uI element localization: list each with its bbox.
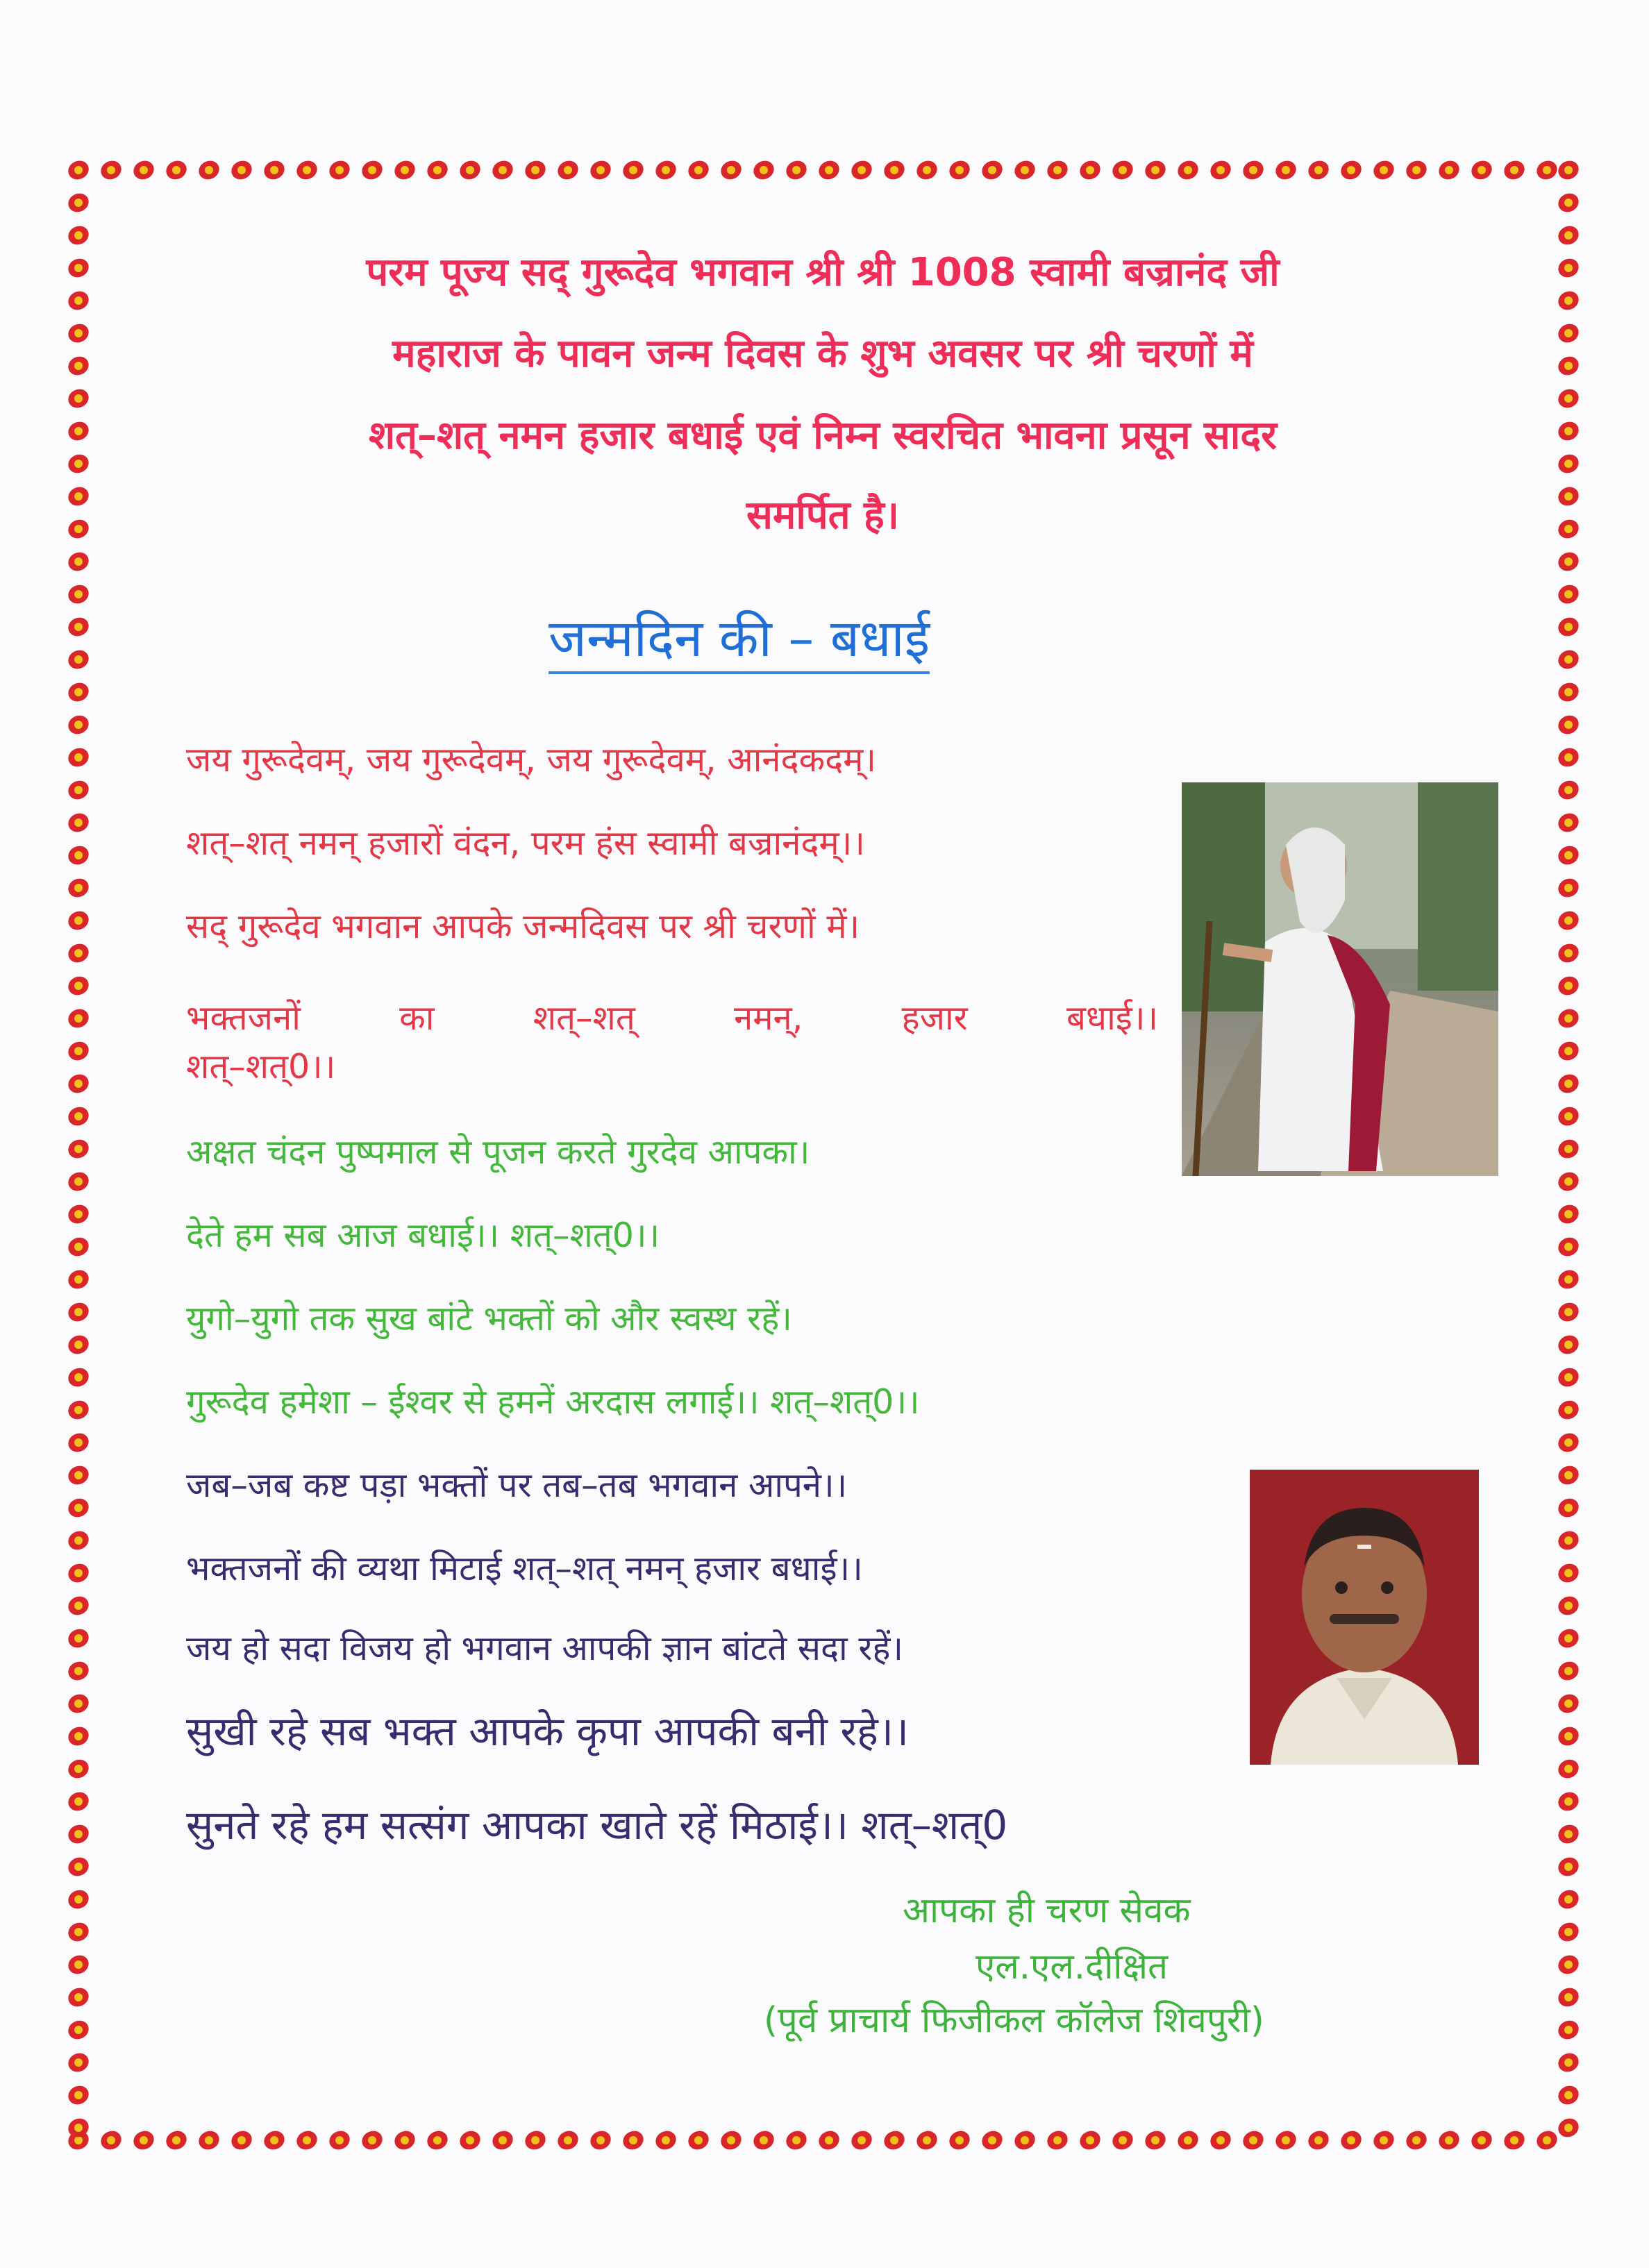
flower-motif — [1555, 1920, 1582, 1944]
flower-motif — [1110, 158, 1136, 183]
poem-word: शत्–शत् — [533, 998, 635, 1038]
poem-line: जय हो सदा विजय हो भगवान आपकी ज्ञान बांटते सदा रहें। — [186, 1629, 903, 1668]
flower-motif — [65, 1756, 92, 1781]
poem-line: जब–जब कष्ट पड़ा भक्तों पर तब–तब भगवान आपने।। — [186, 1465, 848, 1505]
flower-motif — [1555, 745, 1582, 770]
flower-motif — [914, 2128, 940, 2153]
poem-word: बधाई।। — [1066, 998, 1158, 1038]
signature-closing: आपका ही चरण सेवक — [903, 1890, 1191, 1931]
flower-border-right — [1554, 156, 1583, 2155]
flower-motif — [1240, 158, 1266, 183]
flower-motif — [65, 1952, 92, 1977]
flower-motif — [65, 647, 92, 672]
flower-motif — [685, 158, 712, 183]
flower-motif — [65, 1039, 92, 1064]
flower-motif — [914, 158, 940, 183]
flower-motif — [1555, 223, 1582, 248]
flower-motif — [131, 2128, 157, 2153]
flower-motif — [1175, 158, 1201, 183]
flower-motif — [1555, 353, 1582, 378]
flower-motif — [1555, 1071, 1582, 1096]
flower-motif — [653, 158, 679, 183]
flower-motif — [1555, 386, 1582, 411]
flower-motif — [98, 2128, 124, 2153]
flower-motif — [1555, 1463, 1582, 1488]
flower-motif — [326, 158, 353, 183]
poem-line: युगो–युगो तक सुख बांटे भक्तों को और स्वस्थ रहें। — [186, 1299, 792, 1338]
flower-motif — [1555, 843, 1582, 868]
poem-line: सद् गुरूदेव भगवान आपके जन्मदिवस पर श्री चरणों में। — [186, 907, 860, 946]
flower-motif — [65, 1267, 92, 1292]
flower-motif — [1555, 1658, 1582, 1683]
flower-motif — [65, 1202, 92, 1227]
intro-line-4: समर्पित है। — [746, 493, 900, 538]
flower-motif — [65, 1463, 92, 1488]
intro-line-2: महाराज के पावन जन्म दिवस के शुभ अवसर पर श्री चरणों में — [392, 331, 1253, 376]
flower-motif — [1555, 1593, 1582, 1618]
flower-motif — [261, 158, 287, 183]
poem-line: गुरूदेव हमेशा – ईश्वर से हमनें अरदास लगाई।। शत्–शत्0।। — [186, 1382, 920, 1422]
flower-motif — [65, 255, 92, 280]
flower-motif — [65, 451, 92, 476]
flower-motif — [1555, 484, 1582, 509]
flower-motif — [65, 158, 92, 183]
flower-motif — [1555, 778, 1582, 803]
flower-motif — [718, 2128, 744, 2153]
flower-motif — [1555, 516, 1582, 541]
flower-border-top — [64, 156, 1583, 185]
flower-motif — [1555, 1854, 1582, 1879]
flower-motif — [1305, 158, 1332, 183]
flower-motif — [1555, 973, 1582, 998]
flower-motif — [1555, 1136, 1582, 1161]
flower-motif — [65, 223, 92, 248]
devotee-photo — [1250, 1470, 1479, 1765]
poem-line: अक्षत चंदन पुष्पमाल से पूजन करते गुरदेव आपका। — [186, 1132, 810, 1172]
flower-motif — [1501, 2128, 1527, 2153]
flower-motif — [979, 2128, 1005, 2153]
flower-motif — [65, 353, 92, 378]
flower-motif — [65, 941, 92, 966]
flower-motif — [65, 1136, 92, 1161]
flower-motif — [1555, 712, 1582, 737]
flower-motif — [65, 288, 92, 313]
intro-line-1: परम पूज्य सद् गुरूदेव भगवान श्री श्री 1008 स्वामी बज्रानंद जी — [366, 250, 1280, 295]
flower-motif — [65, 843, 92, 868]
flower-motif — [1555, 941, 1582, 966]
flower-motif — [1555, 614, 1582, 639]
flower-motif — [457, 158, 483, 183]
flower-motif — [1273, 158, 1299, 183]
flower-motif — [783, 158, 810, 183]
flower-motif — [294, 2128, 320, 2153]
flower-motif — [65, 484, 92, 509]
flower-motif — [392, 2128, 418, 2153]
flower-motif — [783, 2128, 810, 2153]
flower-motif — [65, 1397, 92, 1422]
flower-motif — [65, 321, 92, 346]
flower-motif — [65, 908, 92, 933]
flower-motif — [1555, 1626, 1582, 1651]
flower-motif — [848, 158, 875, 183]
flower-motif — [1555, 549, 1582, 574]
flower-motif — [196, 158, 222, 183]
flower-motif — [1175, 2128, 1201, 2153]
poem-line: सुनते रहे हम सत्संग आपका खाते रहें मिठाई।। शत्–शत्0 — [186, 1801, 1008, 1849]
flower-border-left — [64, 156, 93, 2155]
intro-line-3: शत्–शत् नमन हजार बधाई एवं निम्न स्वरचित भावना प्रसून सादर — [368, 413, 1278, 458]
flower-motif — [457, 2128, 483, 2153]
flower-motif — [65, 190, 92, 215]
flower-motif — [65, 1985, 92, 2010]
flower-motif — [65, 614, 92, 639]
flower-motif — [946, 2128, 973, 2153]
flower-motif — [65, 1169, 92, 1194]
flower-motif — [881, 2128, 907, 2153]
poem-word: नमन्, — [734, 998, 803, 1038]
flower-motif — [1555, 321, 1582, 346]
flower-motif — [620, 2128, 646, 2153]
flower-motif — [65, 1104, 92, 1129]
flower-motif — [196, 2128, 222, 2153]
flower-motif — [1555, 1104, 1582, 1129]
flower-motif — [816, 2128, 842, 2153]
flower-motif — [65, 875, 92, 900]
flower-motif — [1555, 875, 1582, 900]
flower-motif — [163, 2128, 190, 2153]
flower-motif — [163, 158, 190, 183]
flower-motif — [65, 1365, 92, 1390]
flower-motif — [555, 158, 581, 183]
flower-motif — [359, 2128, 385, 2153]
flower-motif — [751, 2128, 777, 2153]
flower-motif — [946, 158, 973, 183]
flower-motif — [1555, 810, 1582, 835]
flower-motif — [1207, 2128, 1234, 2153]
flower-motif — [1555, 288, 1582, 313]
flower-motif — [65, 1495, 92, 1520]
flower-motif — [65, 1920, 92, 1944]
flower-motif — [1142, 2128, 1169, 2153]
flower-motif — [1012, 2128, 1038, 2153]
flower-motif — [1555, 2050, 1582, 2075]
flower-motif — [522, 2128, 549, 2153]
flower-motif — [489, 2128, 516, 2153]
flower-motif — [65, 1626, 92, 1651]
flower-motif — [228, 2128, 255, 2153]
flower-motif — [1240, 2128, 1266, 2153]
flower-motif — [522, 158, 549, 183]
flower-motif — [1207, 158, 1234, 183]
flower-motif — [65, 1691, 92, 1716]
flower-motif — [620, 158, 646, 183]
flower-motif — [65, 712, 92, 737]
flower-motif — [65, 1234, 92, 1259]
flower-motif — [65, 1724, 92, 1749]
poem-line: सुखी रहे सब भक्त आपके कृपा आपकी बनी रहे।। — [186, 1708, 909, 1755]
signature-name: एल.एल.दीक्षित — [976, 1947, 1169, 1988]
flower-motif — [1403, 158, 1430, 183]
flower-motif — [1555, 1039, 1582, 1064]
guru-photo — [1182, 782, 1498, 1176]
flower-motif — [1555, 1300, 1582, 1325]
flower-motif — [1436, 158, 1462, 183]
flower-motif — [1555, 1822, 1582, 1847]
poem-line-justified — [186, 994, 1158, 1040]
flower-motif — [1555, 1887, 1582, 1912]
flower-motif — [1077, 158, 1103, 183]
flower-motif — [489, 158, 516, 183]
flower-motif — [65, 1854, 92, 1879]
flower-motif — [65, 1332, 92, 1357]
flower-motif — [1555, 1169, 1582, 1194]
flower-motif — [65, 1593, 92, 1618]
flower-motif — [1555, 1006, 1582, 1031]
flower-motif — [98, 158, 124, 183]
flower-motif — [1555, 1561, 1582, 1586]
flower-motif — [1555, 1952, 1582, 1977]
flower-motif — [1555, 1985, 1582, 2010]
poem-line: जय गुरूदेवम्, जय गुरूदेवम्, जय गुरूदेवम्, आनंदकदम्। — [186, 740, 877, 780]
flower-motif — [65, 1887, 92, 1912]
flower-motif — [1555, 1528, 1582, 1553]
flower-motif — [1044, 158, 1071, 183]
poem-word: भक्तजनों — [186, 998, 301, 1038]
poem-line: शत्–शत् नमन् हजारों वंदन, परम हंस स्वामी बज्रानंदम्।। — [186, 823, 865, 863]
flower-motif — [1555, 2115, 1582, 2140]
flower-motif — [1077, 2128, 1103, 2153]
flower-motif — [1338, 158, 1364, 183]
flower-motif — [65, 582, 92, 607]
flower-motif — [979, 158, 1005, 183]
flower-motif — [261, 2128, 287, 2153]
flower-motif — [65, 1430, 92, 1455]
flower-motif — [1555, 1789, 1582, 1814]
flower-motif — [1338, 2128, 1364, 2153]
flower-motif — [424, 2128, 451, 2153]
flower-motif — [1403, 2128, 1430, 2153]
flower-motif — [65, 1561, 92, 1586]
flower-motif — [65, 2115, 92, 2140]
flower-motif — [1555, 451, 1582, 476]
flower-motif — [1555, 1495, 1582, 1520]
flower-motif — [1555, 1234, 1582, 1259]
flower-border-bottom — [64, 2126, 1583, 2155]
flower-motif — [65, 386, 92, 411]
flower-motif — [1555, 647, 1582, 672]
flower-motif — [65, 1822, 92, 1847]
flower-motif — [65, 1300, 92, 1325]
flower-motif — [1555, 190, 1582, 215]
flower-motif — [1555, 419, 1582, 444]
flower-motif — [1555, 1365, 1582, 1390]
flower-motif — [1501, 158, 1527, 183]
flower-motif — [65, 973, 92, 998]
flower-motif — [65, 2017, 92, 2042]
flower-motif — [65, 778, 92, 803]
flower-motif — [294, 158, 320, 183]
flower-motif — [1371, 2128, 1397, 2153]
flower-motif — [555, 2128, 581, 2153]
flower-motif — [1555, 1267, 1582, 1292]
flower-motif — [326, 2128, 353, 2153]
flower-motif — [1555, 908, 1582, 933]
flower-motif — [816, 158, 842, 183]
flower-motif — [1555, 1756, 1582, 1781]
page-title: जन्मदिन की – बधाई — [549, 611, 930, 674]
flower-motif — [131, 158, 157, 183]
flower-motif — [587, 2128, 614, 2153]
flower-motif — [65, 516, 92, 541]
flower-motif — [718, 158, 744, 183]
flower-motif — [65, 1071, 92, 1096]
flower-motif — [1555, 582, 1582, 607]
flower-motif — [65, 1006, 92, 1031]
poem-word: का — [399, 998, 435, 1038]
flower-motif — [1555, 255, 1582, 280]
poem-line: भक्तजनों की व्यथा मिटाई शत्–शत् नमन् हजार बधाई।। — [186, 1549, 863, 1588]
flower-motif — [1305, 2128, 1332, 2153]
flower-motif — [1273, 2128, 1299, 2153]
flower-motif — [65, 1528, 92, 1553]
poem-line: देते हम सब आज बधाई।। शत्–शत्0।। — [186, 1216, 660, 1255]
flower-motif — [65, 1658, 92, 1683]
flower-motif — [1555, 680, 1582, 705]
flower-motif — [587, 158, 614, 183]
flower-motif — [65, 810, 92, 835]
flower-motif — [1555, 1397, 1582, 1422]
flower-motif — [65, 2083, 92, 2108]
flower-motif — [1555, 1332, 1582, 1357]
flower-motif — [685, 2128, 712, 2153]
flower-motif — [1555, 2017, 1582, 2042]
flower-motif — [359, 158, 385, 183]
flower-motif — [65, 680, 92, 705]
flower-motif — [1436, 2128, 1462, 2153]
flower-motif — [848, 2128, 875, 2153]
flower-motif — [1555, 2083, 1582, 2108]
flower-motif — [881, 158, 907, 183]
flower-motif — [751, 158, 777, 183]
flower-motif — [1555, 1202, 1582, 1227]
flower-motif — [1468, 158, 1495, 183]
poem-refrain: शत्–शत्0।। — [186, 1047, 336, 1086]
flower-motif — [1142, 158, 1169, 183]
flower-motif — [1555, 1724, 1582, 1749]
flower-motif — [1555, 158, 1582, 183]
flower-motif — [1468, 2128, 1495, 2153]
flower-motif — [1110, 2128, 1136, 2153]
flower-motif — [1044, 2128, 1071, 2153]
signature-designation: (पूर्व प्राचार्य फिजीकल कॉलेज शिवपुरी) — [764, 2000, 1264, 2041]
flower-motif — [424, 158, 451, 183]
flower-motif — [65, 1789, 92, 1814]
flower-motif — [1371, 158, 1397, 183]
flower-motif — [228, 158, 255, 183]
flower-motif — [65, 2050, 92, 2075]
flower-motif — [65, 419, 92, 444]
flower-motif — [392, 158, 418, 183]
flower-motif — [1555, 1691, 1582, 1716]
flower-motif — [65, 745, 92, 770]
flower-motif — [65, 549, 92, 574]
flower-motif — [653, 2128, 679, 2153]
flower-motif — [1555, 1430, 1582, 1455]
flower-motif — [1012, 158, 1038, 183]
poem-word: हजार — [901, 998, 968, 1038]
